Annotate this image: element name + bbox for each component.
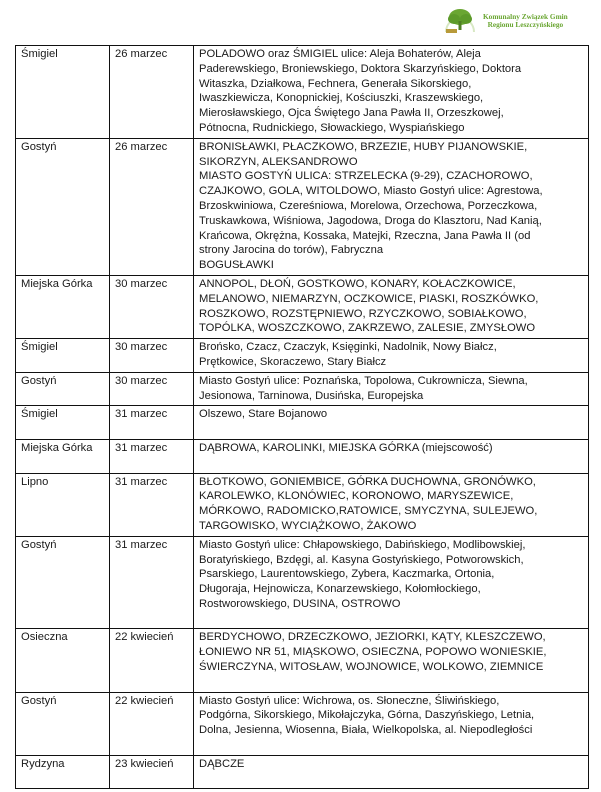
location-line: BRONISŁAWKI, PŁACZKOWO, BRZEZIE, HUBY PIJANOWSKIE, bbox=[199, 140, 528, 153]
gmina-cell: Lipno bbox=[16, 473, 110, 536]
locations-cell bbox=[194, 473, 589, 536]
header-logo bbox=[443, 6, 568, 36]
gmina-cell: Śmigiel bbox=[16, 339, 110, 373]
location-line: MIASTO GOSTYŃ ULICA: STRZELECKA (9-29), CZACHOROWO, bbox=[199, 170, 533, 183]
location-line bbox=[199, 772, 583, 787]
location-line: Mierosławskiego, Ojca Świętego Jana Pawła II, Orzeszkowej, bbox=[199, 107, 504, 120]
date-cell: 23 kwiecień bbox=[110, 755, 194, 789]
logo-text-line2: Regionu Leszczyńskiego bbox=[487, 20, 564, 29]
location-line: DĄBCZE bbox=[199, 757, 245, 770]
locations-cell bbox=[194, 629, 589, 692]
location-line: Iwaszkiewicza, Konopnickiej, Kościuszki, Kraszewskiego, bbox=[199, 92, 484, 105]
location-line: Paderewskiego, Broniewskiego, Doktora Skarzyńskiego, Doktora bbox=[199, 62, 522, 75]
gmina-cell: Miejska Górka bbox=[16, 439, 110, 473]
gmina-cell: Śmigiel bbox=[16, 46, 110, 139]
table-row bbox=[16, 629, 589, 692]
table-row bbox=[16, 473, 589, 536]
location-line: BERDYCHOWO, DRZECZKOWO, JEZIORKI, KĄTY, KLESZCZEWO, bbox=[199, 631, 546, 644]
date-cell: 26 marzec bbox=[110, 46, 194, 139]
table-row bbox=[16, 372, 589, 406]
location-line: DĄBROWA, KAROLINKI, MIEJSKA GÓRKA (miejscowość) bbox=[199, 441, 493, 454]
location-line: Truskawkowa, Wiśniowa, Jagodowa, Droga do Klasztoru, Nad Kanią, bbox=[199, 214, 542, 227]
table-row bbox=[16, 755, 589, 789]
location-line: Dolna, Jesienna, Wiosenna, Biała, Wielkopolska, al. Niepodległości bbox=[199, 724, 533, 737]
location-line: CZAJKOWO, GOLA, WITOLDOWO, Miasto Gostyń ulice: Agrestowa, bbox=[199, 185, 543, 198]
table-row bbox=[16, 439, 589, 473]
location-line: Rostworowskiego, DUSINA, OSTROWO bbox=[199, 597, 401, 610]
date-cell: 31 marzec bbox=[110, 536, 194, 629]
date-cell: 31 marzec bbox=[110, 473, 194, 536]
logo-text-line1: Komunalny Związek Gmin bbox=[483, 11, 568, 21]
gmina-cell: Gostyń bbox=[16, 372, 110, 406]
date-cell: 22 kwiecień bbox=[110, 692, 194, 755]
location-line: Psarskiego, Laurentowskiego, Zybera, Kaczmarka, Ortonia, bbox=[199, 568, 495, 581]
location-line: TOPÓLKA, WOSZCZKOWO, ZAKRZEWO, ZALESIE, ZMYSŁOWO bbox=[199, 322, 536, 335]
location-line bbox=[199, 612, 583, 627]
location-line bbox=[199, 456, 583, 471]
location-line bbox=[199, 675, 583, 690]
location-line: Krańcowa, Okrężna, Kossaka, Matejki, Rzeczna, Jana Pawła II (od bbox=[199, 229, 531, 242]
location-line: KAROLEWKO, KLONÓWIEC, KORONOWO, MARYSZEWICE, bbox=[199, 490, 514, 503]
location-line: MELANOWO, NIEMARZYN, OCZKOWICE, PIASKI, ROSZKÓWKO, bbox=[199, 292, 539, 305]
location-line: Miasto Gostyń ulice: Wichrowa, os. Słoneczne, Śliwińskiego, bbox=[199, 694, 500, 707]
gmina-cell: Gostyń bbox=[16, 692, 110, 755]
location-line: Prętkowice, Skoraczewo, Stary Białcz bbox=[199, 355, 387, 368]
location-line: Miasto Gostyń ulice: Poznańska, Topolowa, Cukrownicza, Siewna, bbox=[199, 374, 528, 387]
location-line: Miasto Gostyń ulice: Chłapowskiego, Dabińskiego, Modlibowskiej, bbox=[199, 538, 526, 551]
location-line: ANNOPOL, DŁOŃ, GOSTKOWO, KONARY, KOŁACZKOWICE, bbox=[199, 277, 516, 290]
date-cell: 30 marzec bbox=[110, 372, 194, 406]
table-row bbox=[16, 692, 589, 755]
table-row bbox=[16, 275, 589, 338]
location-line: Witaszka, Działkowa, Fechnera, Generała Sikorskiego, bbox=[199, 77, 472, 90]
date-cell: 30 marzec bbox=[110, 275, 194, 338]
date-cell: 22 kwiecień bbox=[110, 629, 194, 692]
location-line: MÓRKOWO, RADOMICKO,RATOWICE, SMYCZYNA, SULEJEWO, bbox=[199, 505, 538, 518]
location-line: Brońsko, Czacz, Czaczyk, Księginki, Nadolnik, Nowy Białcz, bbox=[199, 341, 497, 354]
table-row bbox=[16, 46, 589, 139]
logo-text bbox=[483, 13, 568, 30]
location-line: ŁONIEWO NR 51, MIĄSKOWO, OSIECZNA, POPOWO WONIESKIE, bbox=[199, 646, 547, 659]
location-line: BOGUSŁAWKI bbox=[199, 259, 274, 272]
locations-cell bbox=[194, 406, 589, 440]
location-line: SIKORZYN, ALEKSANDROWO bbox=[199, 155, 358, 168]
gmina-cell: Gostyń bbox=[16, 138, 110, 275]
gmina-cell: Miejska Górka bbox=[16, 275, 110, 338]
tree-icon bbox=[443, 6, 477, 36]
locations-cell bbox=[194, 536, 589, 629]
schedule-body bbox=[16, 46, 589, 789]
location-line: Boratyńskiego, Bzdęgi, al. Kasyna Gostyńskiego, Potworowskich, bbox=[199, 553, 524, 566]
location-line: ROSZKOWO, ROZSTĘPNIEWO, RZYCZKOWO, SOBIAŁKOWO, bbox=[199, 307, 527, 320]
locations-cell bbox=[194, 372, 589, 406]
gmina-cell: Osieczna bbox=[16, 629, 110, 692]
location-line: Podgórna, Sikorskiego, Mikołajczyka, Górna, Daszyńskiego, Letnia, bbox=[199, 709, 535, 722]
table-row bbox=[16, 339, 589, 373]
locations-cell bbox=[194, 46, 589, 139]
location-line: strony Jarocina do torów), Fabryczna bbox=[199, 244, 384, 257]
locations-cell bbox=[194, 138, 589, 275]
table-row bbox=[16, 406, 589, 440]
location-line: ŚWIERCZYNA, WITOSŁAW, WOJNOWICE, WOLKOWO, ZIEMNICE bbox=[199, 661, 544, 674]
location-line: Długoraja, Hejnowicza, Konarzewskiego, Kołomłockiego, bbox=[199, 583, 481, 596]
gmina-cell: Gostyń bbox=[16, 536, 110, 629]
location-line bbox=[199, 738, 583, 753]
location-line: Olszewo, Stare Bojanowo bbox=[199, 408, 328, 421]
collection-schedule-table bbox=[15, 45, 589, 789]
location-line bbox=[199, 422, 583, 437]
date-cell: 31 marzec bbox=[110, 406, 194, 440]
gmina-cell: Śmigiel bbox=[16, 406, 110, 440]
locations-cell bbox=[194, 339, 589, 373]
date-cell: 26 marzec bbox=[110, 138, 194, 275]
table-row bbox=[16, 138, 589, 275]
date-cell: 30 marzec bbox=[110, 339, 194, 373]
locations-cell bbox=[194, 755, 589, 789]
location-line: Pótnocna, Rudnickiego, Słowackiego, Wyspiańskiego bbox=[199, 121, 465, 134]
location-line: Jesionowa, Tarninowa, Dusińska, Europejska bbox=[199, 389, 424, 402]
locations-cell bbox=[194, 439, 589, 473]
locations-cell bbox=[194, 275, 589, 338]
location-line: POLADOWO oraz ŚMIGIEL ulice: Aleja Bohaterów, Aleja bbox=[199, 48, 481, 60]
location-line: Brzoskwiniowa, Czereśniowa, Morelowa, Orzechowa, Porzeczkowa, bbox=[199, 199, 538, 212]
locations-cell bbox=[194, 692, 589, 755]
table-row bbox=[16, 536, 589, 629]
gmina-cell: Rydzyna bbox=[16, 755, 110, 789]
location-line: BŁOTKOWO, GONIEMBICE, GÓRKA DUCHOWNA, GRONÓWKO, bbox=[199, 475, 536, 488]
location-line: TARGOWISKO, WYCIĄŻKOWO, ŻAKOWO bbox=[199, 519, 417, 532]
date-cell: 31 marzec bbox=[110, 439, 194, 473]
